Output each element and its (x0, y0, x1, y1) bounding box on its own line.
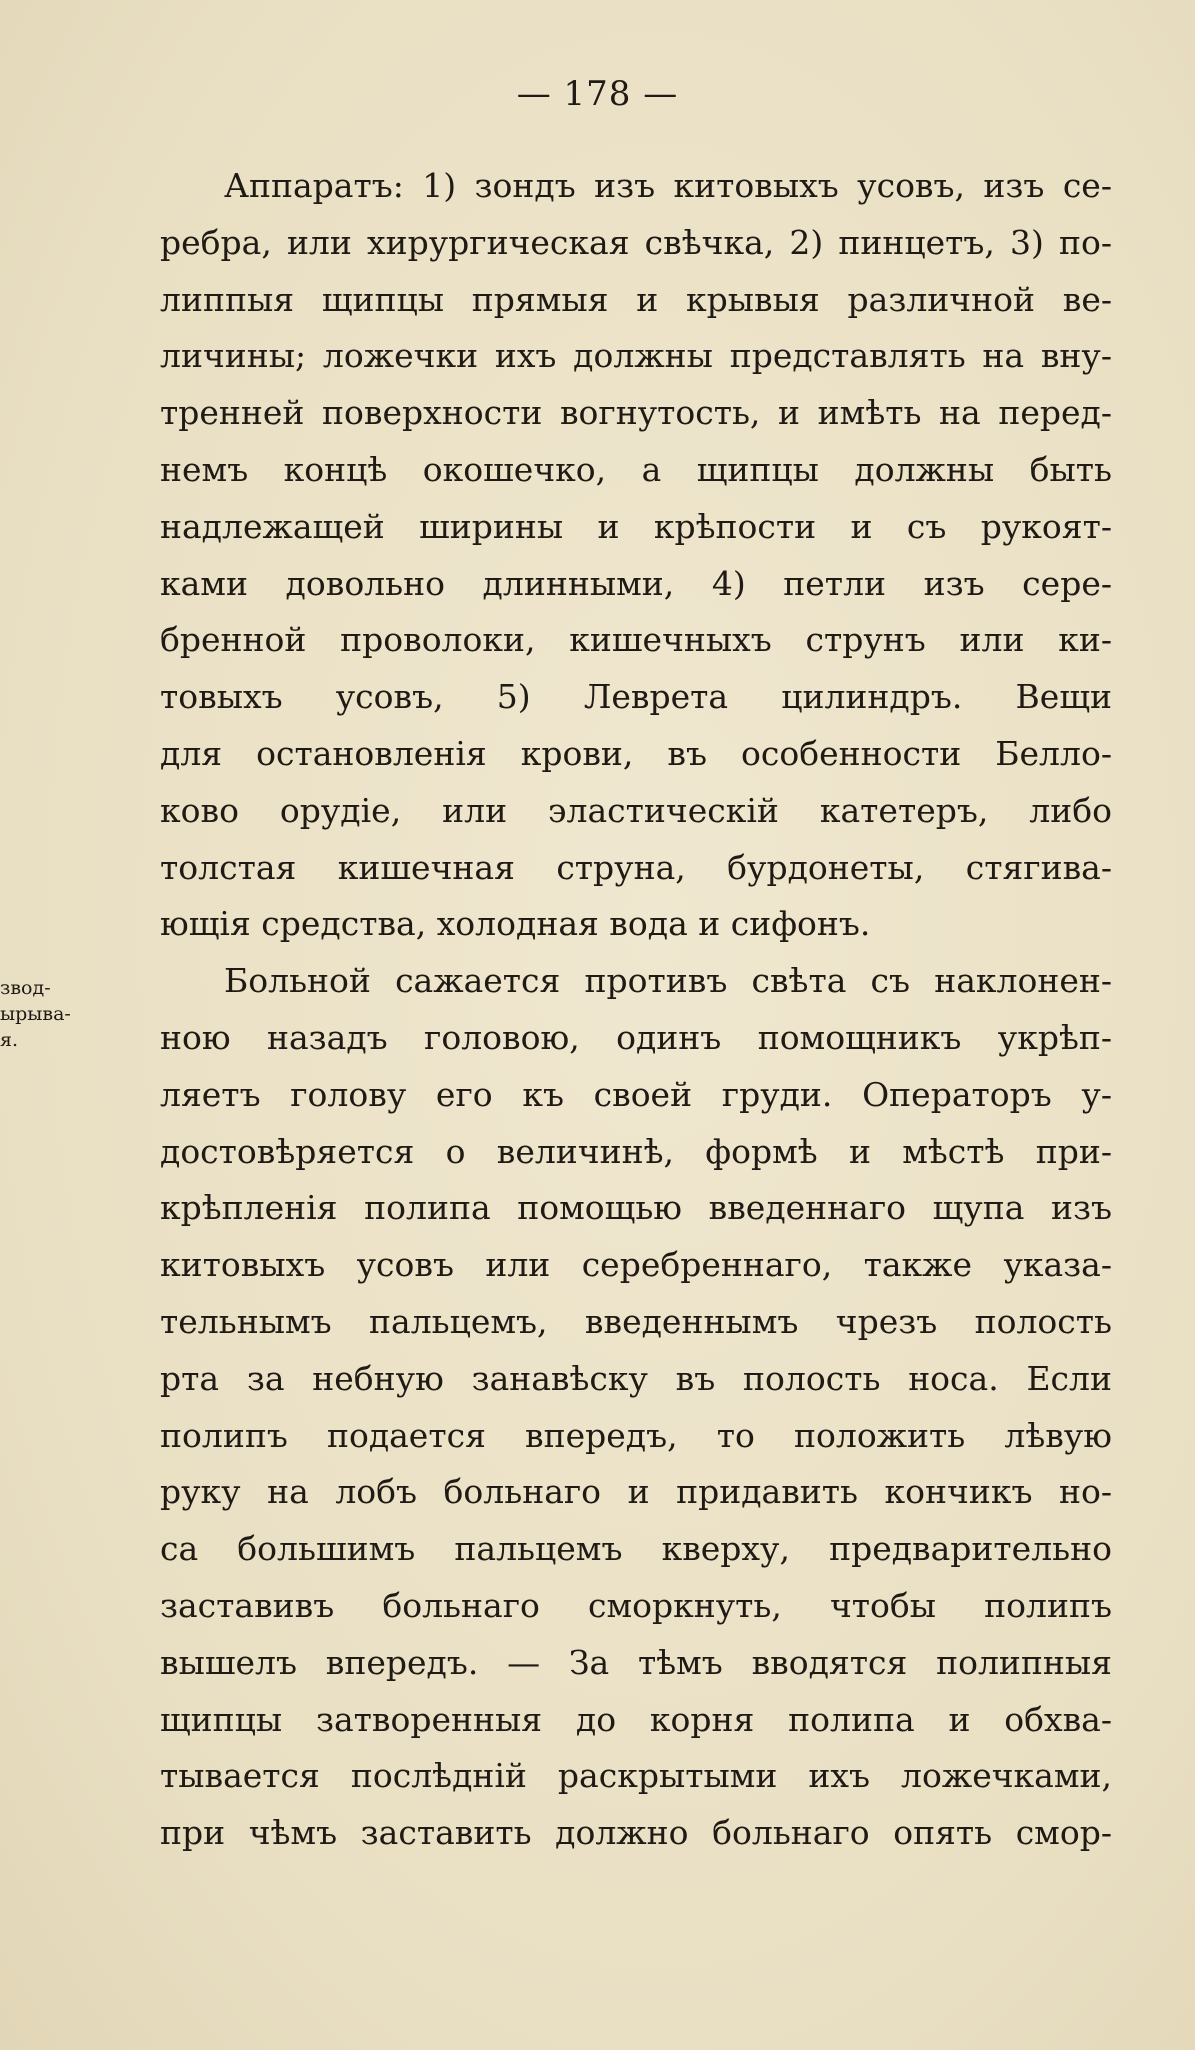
text-line: рта за небную занавѣску въ полость носа. Если (160, 1358, 1112, 1398)
text-line: достовѣряется о величинѣ, формѣ и мѣстѣ при- (160, 1131, 1112, 1171)
text-line: са большимъ пальцемъ кверху, предварительно (160, 1529, 1112, 1569)
text-line: для остановленія крови, въ особенности Белло- (160, 733, 1112, 773)
text-line: тренней поверхности вогнутость, и имѣть на перед- (160, 393, 1112, 433)
margin-note-line: звод- (0, 977, 51, 999)
text-line: ково орудіе, или эластическій катетеръ, либо (160, 790, 1112, 830)
text-line: бренной проволоки, кишечныхъ струнъ или ки- (160, 620, 1112, 660)
text-line: личины; ложечки ихъ должны представлять на вну- (160, 336, 1112, 376)
text-line: вышелъ впередъ. — За тѣмъ вводятся полипныя (160, 1642, 1112, 1682)
text-line: надлежащей ширины и крѣпости и съ рукоят- (160, 506, 1112, 546)
text-line: полипъ подается впередъ, то положить лѣвую (160, 1415, 1112, 1455)
margin-note-line: ырыва- (0, 1003, 71, 1025)
text-line: тельнымъ пальцемъ, введеннымъ чрезъ полость (160, 1301, 1112, 1341)
page-number: — 178 — (516, 74, 679, 114)
margin-note (0, 975, 100, 1053)
text-line: щипцы затворенныя до корня полипа и обхва- (160, 1699, 1112, 1739)
text-line: ющія средства, холодная вода и сифонъ. (160, 904, 871, 944)
text-line: липпыя щипцы прямыя и крывыя различной ве- (160, 279, 1112, 319)
text-line: китовыхъ усовъ или серебреннаго, также указа- (160, 1245, 1112, 1285)
text-line: крѣпленія полипа помощью введеннаго щупа изъ (160, 1188, 1112, 1228)
text-line: ребра, или хирургическая свѣчка, 2) пинцетъ, 3) по- (160, 222, 1112, 262)
text-line: немъ концѣ окошечко, а щипцы должны быть (160, 449, 1112, 489)
text-line: Аппаратъ: 1) зондъ изъ китовыхъ усовъ, изъ се- (224, 166, 1112, 205)
margin-note-line: я. (0, 1029, 19, 1051)
text-line: Больной сажается противъ свѣта съ наклонен- (224, 961, 1112, 1001)
text-line: тывается послѣдній раскрытыми ихъ ложечками, (160, 1756, 1112, 1796)
text-line: ляетъ голову его къ своей груди. Операторъ у- (160, 1074, 1112, 1114)
text-line: заставивъ больнаго сморкнуть, чтобы полипъ (160, 1585, 1112, 1625)
text-line: при чѣмъ заставить должно больнаго опять смор- (160, 1813, 1112, 1853)
text-line: руку на лобъ больнаго и придавить кончикъ но- (160, 1472, 1112, 1512)
body-text (160, 158, 1112, 1862)
text-line: ками довольно длинными, 4) петли изъ сере- (160, 563, 1112, 603)
text-line: ною назадъ головою, одинъ помощникъ укрѣп- (160, 1017, 1112, 1057)
text-line: товыхъ усовъ, 5) Леврета цилиндръ. Вещи (160, 677, 1112, 717)
text-line: толстая кишечная струна, бурдонеты, стягива- (160, 847, 1112, 887)
